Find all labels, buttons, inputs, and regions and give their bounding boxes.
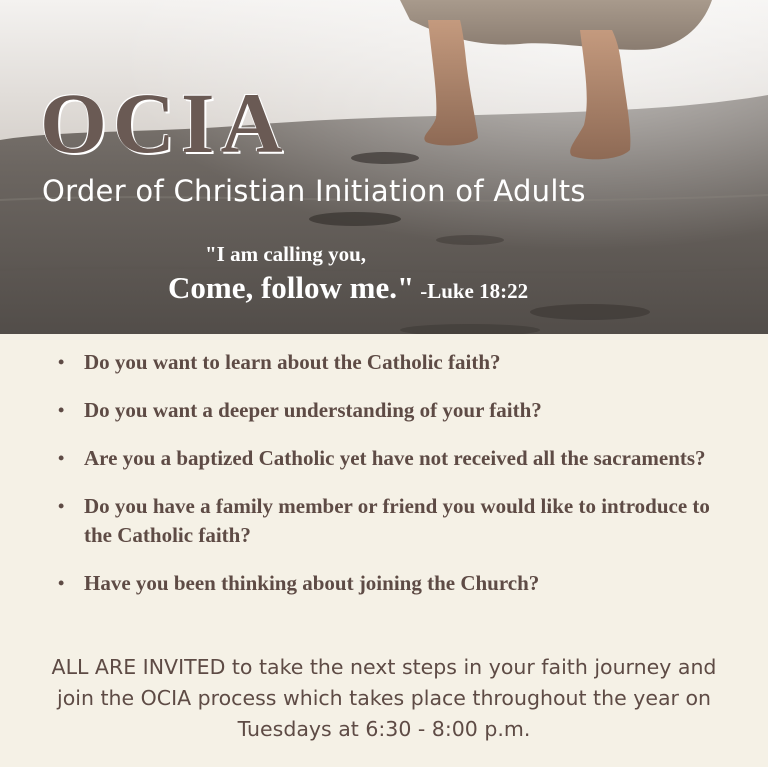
question-item: • Have you been thinking about joining the Church? — [56, 569, 736, 598]
subtitle: Order of Christian Initiation of Adults — [42, 174, 586, 208]
hero-banner — [0, 0, 768, 334]
question-item: • Do you have a family member or friend you would like to introduce to the Catholic faith? — [56, 492, 736, 550]
ocia-title: OCIA — [40, 75, 289, 171]
invitation-text: ALL ARE INVITED to take the next steps in your faith journey and join the OCIA process which takes place throughout the year on Tuesdays at 6:30 - 8:00 p.m. — [51, 655, 717, 741]
quote-text: Come, follow me." — [168, 270, 415, 305]
quote-line-2 — [168, 270, 528, 306]
quote-line-1: "I am calling you, — [205, 242, 367, 266]
question-item: • Do you want a deeper understanding of your faith? — [56, 396, 736, 425]
question-item: • Are you a baptized Catholic yet have not received all the sacraments? — [56, 444, 736, 473]
question-list — [56, 348, 736, 598]
quote-reference: -Luke 18:22 — [420, 279, 529, 303]
question-item: • Do you want to learn about the Catholic faith? — [56, 348, 736, 377]
